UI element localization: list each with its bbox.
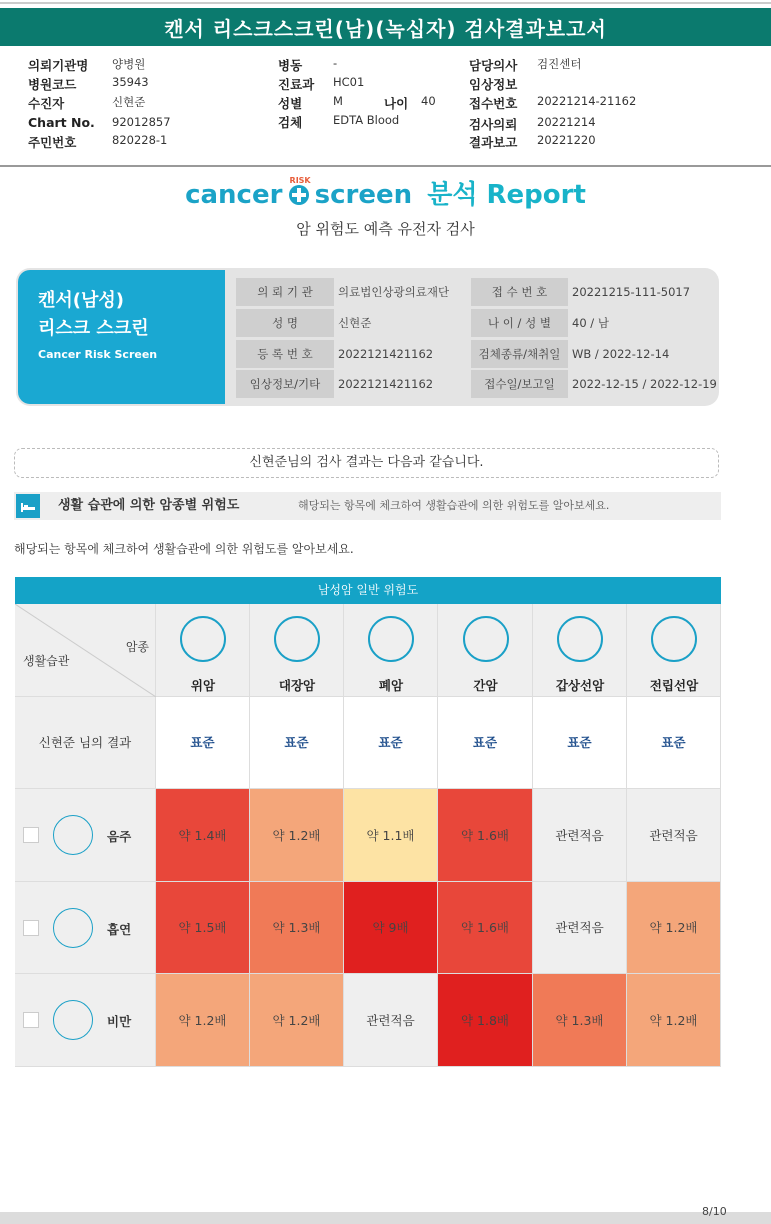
- header-divider: [0, 165, 771, 167]
- risk-cell: 약 1.2배: [627, 974, 721, 1067]
- risk-cell: 약 1.2배: [156, 974, 250, 1067]
- result-row-label: 신현준 님의 결과: [15, 697, 156, 789]
- patient-label: 수진자: [28, 96, 65, 111]
- info-value: 신현준: [338, 316, 372, 330]
- info-label: 임상정보/기타: [236, 370, 334, 398]
- product-panel: [18, 270, 225, 404]
- habit-row-label[interactable]: [15, 974, 156, 1067]
- page-footer: [0, 1212, 771, 1224]
- cancer-name: 대장암: [278, 678, 316, 693]
- risk-cell: 약 1.1배: [344, 789, 438, 882]
- habit-row-label[interactable]: [15, 789, 156, 882]
- corner-cancer-label: 암종: [125, 640, 149, 654]
- result-cell: 표준: [438, 697, 533, 789]
- hospital-code-label: 병원코드: [28, 77, 77, 92]
- habit-name: 흡연: [107, 922, 132, 937]
- risk-cell: 약 1.3배: [250, 882, 344, 974]
- product-title-2: 리스크 스크린: [38, 318, 149, 339]
- chart-no-value: 92012857: [112, 115, 171, 129]
- cancer-header: [156, 604, 250, 697]
- receipt-no-value: 20221214-21162: [537, 94, 637, 108]
- risk-cell: 약 9배: [344, 882, 438, 974]
- info-value: 2022121421162: [338, 377, 434, 391]
- risk-cell: 관련적음: [344, 974, 438, 1067]
- result-cell: 표준: [156, 697, 250, 789]
- risk-cell: 관련적음: [627, 789, 721, 882]
- report-title: 캔서 리스크스크린(남)(녹십자) 검사결과보고서: [0, 8, 771, 46]
- smoking-icon: [53, 908, 93, 948]
- info-label: 나 이 / 성 별: [471, 309, 568, 337]
- request-date-value: 20221214: [537, 115, 596, 129]
- info-value: WB / 2022-12-14: [572, 347, 670, 361]
- risk-cell: 관련적음: [533, 882, 627, 974]
- result-cell: 표준: [250, 697, 344, 789]
- info-value: 40 / 남: [572, 316, 609, 330]
- page-number: 8/10: [702, 1205, 727, 1218]
- ward-value: -: [333, 56, 338, 70]
- info-label: 검체종류/채취일: [471, 340, 568, 368]
- info-label: 접수일/보고일: [471, 370, 568, 398]
- risk-cell: 약 1.3배: [533, 974, 627, 1067]
- cancer-name: 전립선암: [649, 678, 699, 693]
- doctor-value: 검진센터: [537, 57, 582, 71]
- age-value: 40: [421, 94, 436, 108]
- liver-icon: [463, 616, 509, 662]
- report-date-value: 20221220: [537, 133, 596, 147]
- thyroid-icon: [557, 616, 603, 662]
- info-value: 의료법인상광의료재단: [338, 285, 450, 299]
- risk-cell: 관련적음: [533, 789, 627, 882]
- obesity-icon: [53, 1000, 93, 1040]
- request-date-label: 검사의뢰: [469, 117, 518, 132]
- brand-part2: screen: [314, 180, 413, 210]
- habit-checkbox[interactable]: [23, 920, 39, 936]
- product-title-1: 캔서(남성): [38, 290, 125, 311]
- department-value: HC01: [333, 75, 365, 89]
- cancer-header: [250, 604, 344, 697]
- age-label: 나이: [384, 96, 409, 111]
- department-label: 진료과: [278, 77, 315, 92]
- cancer-header: [533, 604, 627, 697]
- resident-no-value: 820228-1: [112, 133, 168, 147]
- risk-cell: 약 1.8배: [438, 974, 533, 1067]
- info-value: 20221215-111-5017: [572, 285, 691, 299]
- cancer-name: 위암: [190, 678, 216, 693]
- habit-checkbox[interactable]: [23, 827, 39, 843]
- subtitle: 암 위험도 예측 유전자 검사: [296, 220, 475, 238]
- cancer-header: [627, 604, 721, 697]
- brand-korean: 분석 Report: [427, 180, 586, 210]
- cancer-name: 갑상선암: [555, 678, 605, 693]
- info-label: 접 수 번 호: [471, 278, 568, 306]
- patient-value: 신현준: [112, 95, 146, 109]
- risk-cell: 약 1.2배: [250, 789, 344, 882]
- sex-label: 성별: [278, 96, 303, 111]
- prostate-icon: [651, 616, 697, 662]
- info-label: 성 명: [236, 309, 334, 337]
- resident-no-label: 주민번호: [28, 135, 77, 150]
- specimen-label: 검체: [278, 115, 303, 130]
- habit-row-label[interactable]: [15, 882, 156, 974]
- section-title: 생활 습관에 의한 암종별 위험도: [58, 498, 240, 513]
- result-intro: 신현준님의 검사 결과는 다음과 같습니다.: [14, 448, 719, 478]
- receipt-no-label: 접수번호: [469, 96, 518, 111]
- result-cell: 표준: [627, 697, 721, 789]
- cancer-name: 폐암: [378, 678, 404, 693]
- hospital-name-label: 의뢰기관명: [28, 58, 89, 73]
- lung-icon: [368, 616, 414, 662]
- hospital-name-value: 양병원: [112, 57, 146, 71]
- info-value: 2022-12-15 / 2022-12-19: [572, 377, 717, 391]
- bed-icon: [16, 494, 40, 518]
- habit-name: 비만: [107, 1014, 132, 1029]
- result-cell: 표준: [344, 697, 438, 789]
- table-corner: [15, 604, 156, 697]
- product-title-en: Cancer Risk Screen: [38, 348, 158, 361]
- info-label: 등 록 번 호: [236, 340, 334, 368]
- result-cell: 표준: [533, 697, 627, 789]
- risk-label: RISK: [289, 176, 311, 185]
- hospital-code-value: 35943: [112, 75, 149, 89]
- clinical-info-label: 임상정보: [469, 77, 518, 92]
- sex-value: M: [333, 94, 343, 108]
- cross-icon: [288, 184, 310, 206]
- habit-name: 음주: [107, 829, 132, 844]
- risk-badge: [288, 176, 311, 207]
- risk-cell: 약 1.6배: [438, 789, 533, 882]
- risk-cell: 약 1.2배: [250, 974, 344, 1067]
- colon-icon: [274, 616, 320, 662]
- corner-habit-label: 생활습관: [23, 654, 70, 668]
- instruction-note: 해당되는 항목에 체크하여 생활습관에 의한 위험도를 알아보세요.: [14, 542, 354, 556]
- cancer-header: [344, 604, 438, 697]
- cancer-header: [438, 604, 533, 697]
- top-border: [0, 2, 771, 4]
- table-title: 남성암 일반 위험도: [15, 577, 721, 604]
- brand-logo: [0, 174, 771, 211]
- risk-cell: 약 1.6배: [438, 882, 533, 974]
- risk-cell: 약 1.5배: [156, 882, 250, 974]
- alcohol-icon: [53, 815, 93, 855]
- ward-label: 병동: [278, 58, 303, 73]
- brand-part1: cancer: [185, 180, 283, 210]
- section-header: [14, 492, 721, 520]
- risk-cell: 약 1.2배: [627, 882, 721, 974]
- section-description: 해당되는 항목에 체크하여 생활습관에 의한 위험도를 알아보세요.: [298, 499, 610, 512]
- chart-no-label: Chart No.: [28, 115, 95, 130]
- info-value: 2022121421162: [338, 347, 434, 361]
- info-label: 의 뢰 기 관: [236, 278, 334, 306]
- doctor-label: 담당의사: [469, 58, 518, 73]
- cancer-name: 간암: [473, 678, 498, 693]
- risk-table: [15, 604, 721, 1067]
- habit-checkbox[interactable]: [23, 1012, 39, 1028]
- specimen-value: EDTA Blood: [333, 113, 400, 127]
- report-date-label: 결과보고: [469, 135, 518, 150]
- risk-cell: 약 1.4배: [156, 789, 250, 882]
- stomach-icon: [180, 616, 226, 662]
